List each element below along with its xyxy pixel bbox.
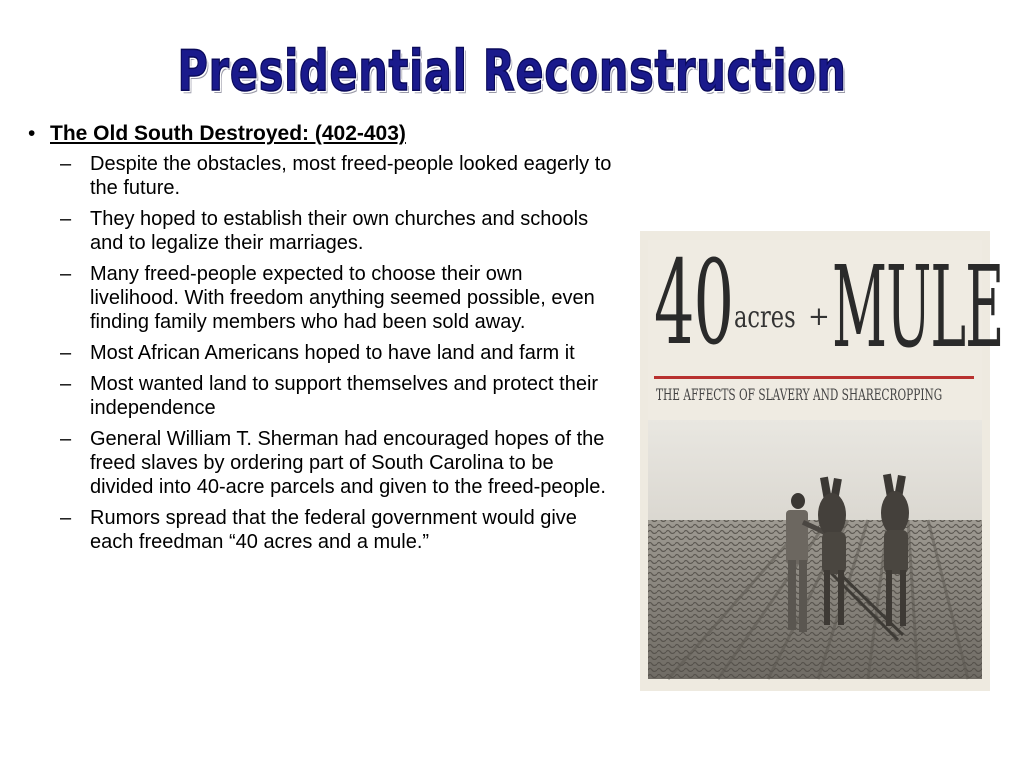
dash-marker: – [60, 208, 72, 230]
sub-point-text: Despite the obstacles, most freed-people looked eagerly to the future. [90, 153, 612, 199]
sub-point-list [28, 152, 612, 554]
slide-content [28, 122, 612, 561]
sub-point-6 [28, 427, 612, 499]
poster-plus-sign: + [808, 302, 830, 332]
bullet-marker: • [28, 122, 36, 145]
poster-header [648, 236, 1004, 420]
picture-inner [648, 236, 1004, 679]
sub-point-2 [28, 207, 612, 255]
sub-point-text: Rumors spread that the federal government would give each freedman “40 acres and a mule.” [90, 507, 577, 553]
poster-acres-word: acres [734, 300, 796, 335]
main-bullet [28, 122, 612, 146]
poster-red-rule [654, 376, 974, 379]
sub-point-text: Most wanted land to support themselves and protect their independence [90, 373, 599, 419]
slide-title [0, 30, 1024, 114]
sub-point-text: Many freed-people expected to choose their own livelihood. With freedom anything seemed possible, even finding family members who had been sold away. [90, 263, 595, 333]
sub-point-5 [28, 372, 612, 420]
sub-point-1 [28, 152, 612, 200]
sub-point-text: They hoped to establish their own churches and schools and to legalize their marriages. [90, 208, 589, 254]
field-plowing-photo [648, 420, 982, 679]
sub-point-3 [28, 262, 612, 334]
sub-point-7 [28, 506, 612, 554]
dash-marker: – [60, 507, 72, 529]
bullet-heading: The Old South Destroyed: (402-403) [50, 122, 406, 145]
dash-marker: – [60, 373, 72, 395]
poster-mule-word: MULE [832, 243, 1004, 373]
dash-marker: – [60, 342, 72, 364]
dash-marker: – [60, 153, 72, 175]
sub-point-text: General William T. Sherman had encouraged hopes of the freed slaves by ordering part of South Carolina to be divided into 40-acre parcels and given to the freed-people. [90, 428, 606, 498]
forty-acres-mule-picture [640, 231, 1004, 691]
poster-subtitle: THE AFFECTS OF SLAVERY AND SHARECROPPING [656, 385, 943, 404]
poster-number: 40 [654, 236, 733, 371]
slide-title-text: Presidential Reconstruction [177, 39, 847, 104]
dash-marker: – [60, 428, 72, 450]
dash-marker: – [60, 263, 72, 285]
sub-point-text: Most African Americans hoped to have land and farm it [90, 342, 575, 364]
sub-point-4 [28, 341, 612, 365]
